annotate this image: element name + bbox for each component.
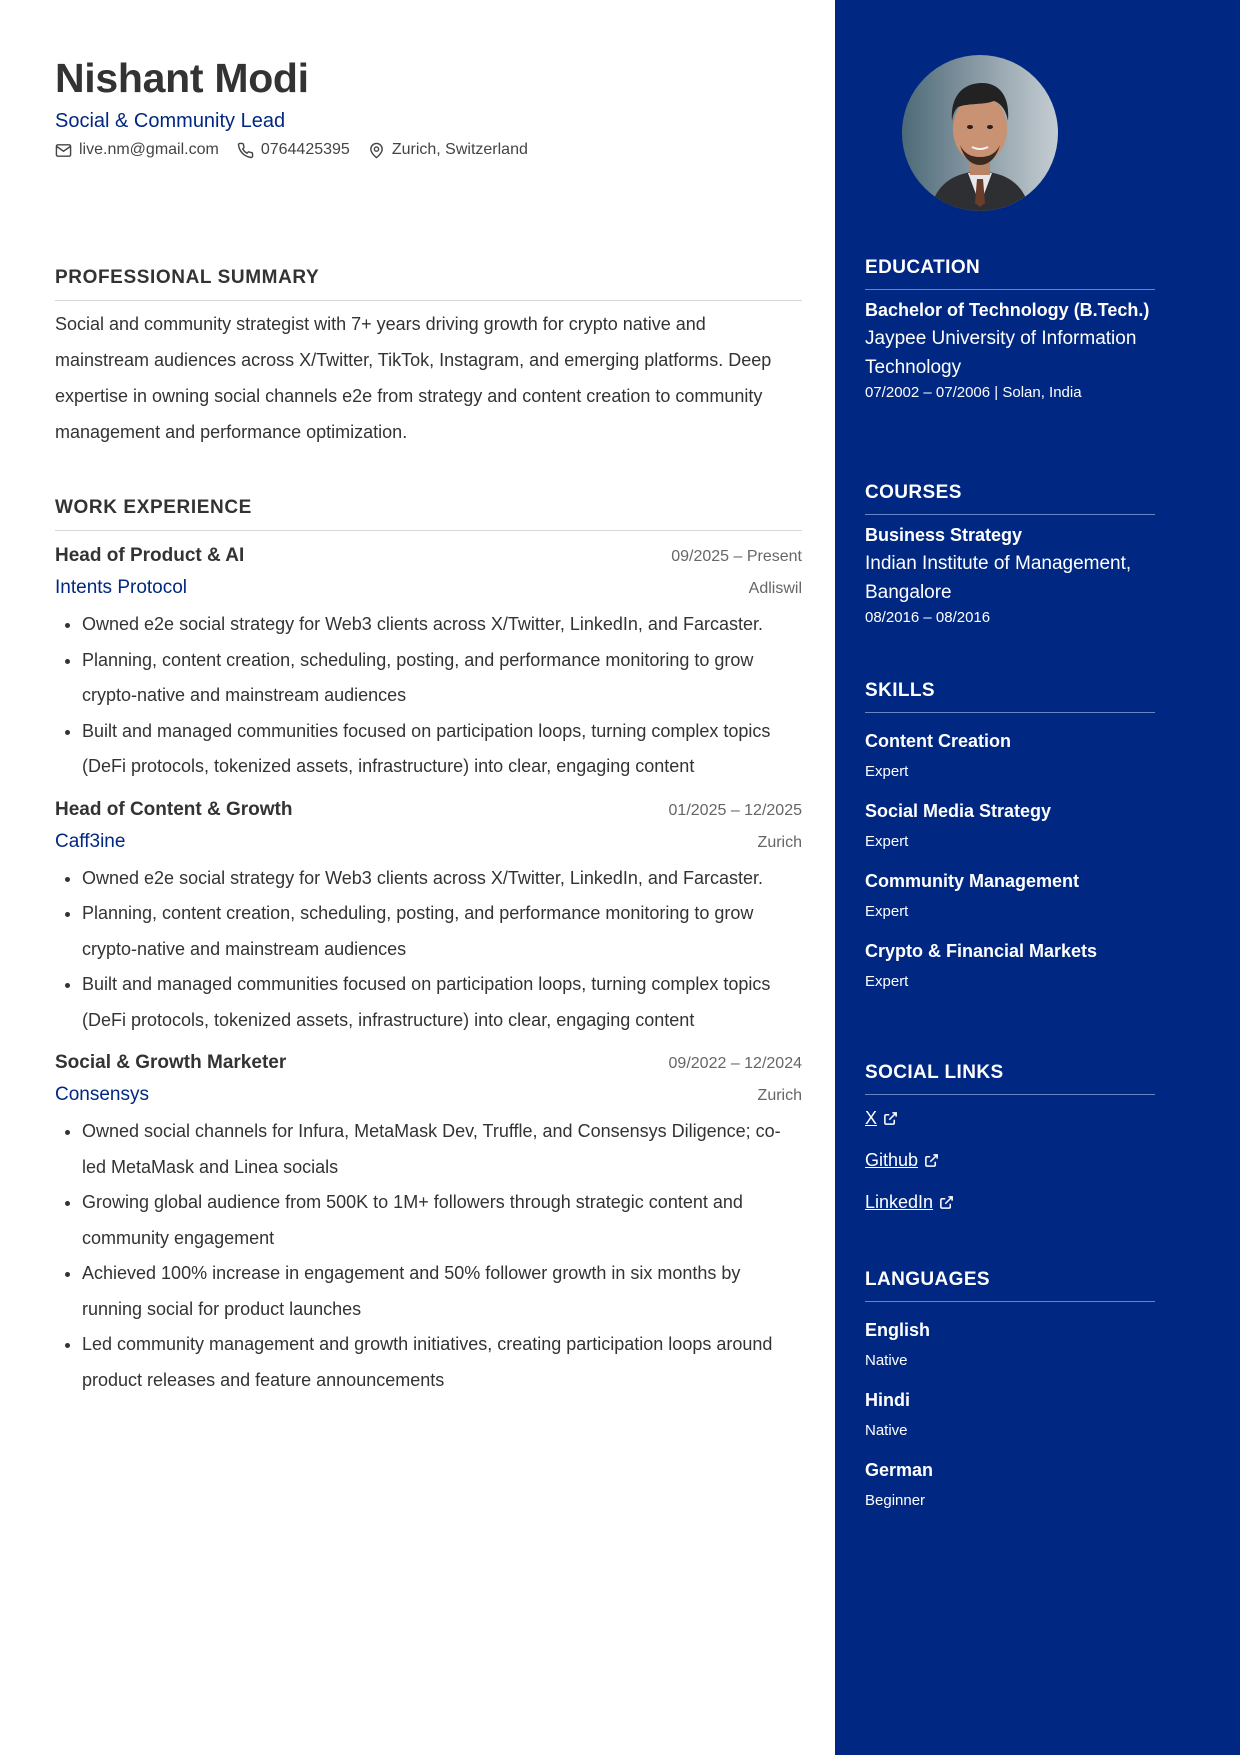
skill-level: Expert [865,763,909,780]
language-item [865,1386,1155,1442]
contact-row [55,139,802,161]
job-bullet: • Led community management and growth initiatives, creating participation loops around product releases and feature announcements [82,1327,802,1398]
link-label: X [865,1108,878,1128]
job-location: Zurich [757,833,802,851]
job-bullet: • Owned e2e social strategy for Web3 clients across X/Twitter, LinkedIn, and Farcaster. [82,607,802,643]
mail-icon [55,142,72,159]
job-title: Head of Content & Growth [55,798,293,820]
skill-level: Expert [865,973,909,990]
main-column [55,48,802,1398]
job-company: Consensys [55,1084,149,1105]
job-bullet: • Owned e2e social strategy for Web3 clients across X/Twitter, LinkedIn, and Farcaster. [82,861,802,897]
skill-item [865,727,1155,783]
skill-item [865,867,1155,923]
candidate-name: Nishant Modi [55,55,309,101]
location-text: Zurich, Switzerland [391,141,528,158]
profile-photo [902,55,1058,211]
job-bullet: • Achieved 100% increase in engagement and 50% follower growth in six months by running social for product launches [82,1256,802,1327]
job-bullet: • Planning, content creation, scheduling, posting, and performance monitoring to grow crypto-native and mainstream audiences [82,896,802,967]
skill-level: Expert [865,833,909,850]
social-links-section [865,1060,1155,1215]
job-date: 09/2022 – 12/2024 [668,1055,802,1072]
courses-section [865,480,1155,629]
job-date: 09/2025 – Present [671,548,802,565]
job-entry [55,1048,802,1398]
job-bullets [55,607,802,785]
contact-email[interactable] [55,139,219,161]
language-item [865,1316,1155,1372]
education-degree: Bachelor of Technology (B.Tech.) [865,300,1150,320]
social-link-x[interactable] [865,1105,1155,1131]
map-pin-icon [368,142,385,159]
work-section [55,495,802,1398]
skill-item [865,937,1155,993]
job-entry [55,795,802,1039]
job-title: Social & Growth Marketer [55,1052,287,1073]
link-label: LinkedIn [865,1192,934,1212]
summary-heading: PROFESSIONAL SUMMARY [55,265,802,301]
skill-item [865,797,1155,853]
summary-text: Social and community strategist with 7+ years driving growth for crypto native and mainstream audiences across X/Twitter, TikTok, Instagram, and emerging platforms. Deep expertise in owning social channels e2e from strategy and content creation to community management and performance optimization. [55,314,772,442]
language-level: Native [865,1352,908,1369]
skills-heading: SKILLS [865,678,1155,713]
external-link-icon [939,1195,954,1210]
contact-location [368,139,528,161]
job-location: Adliswil [748,580,802,597]
social-links-heading: SOCIAL LINKS [865,1060,1155,1095]
social-link-github[interactable] [865,1147,1155,1173]
language-name: Hindi [865,1390,910,1410]
education-school: Jaypee University of Information Technology [865,328,1137,378]
course-dates: 08/2016 – 08/2016 [865,609,991,626]
email-text: live.nm@gmail.com [79,141,219,158]
external-link-icon [883,1111,898,1126]
job-bullet: • Growing global audience from 500K to 1M+ followers through strategic content and community engagement [82,1185,802,1256]
job-entry [55,541,802,785]
job-company: Caff3ine [55,830,126,852]
candidate-role: Social & Community Lead [55,110,286,132]
education-meta: 07/2002 – 07/2006 | Solan, India [865,384,1082,401]
education-heading: EDUCATION [865,255,1155,290]
skill-name: Content Creation [865,731,1011,751]
language-name: English [865,1320,931,1340]
job-title: Head of Product & AI [55,545,245,566]
job-location: Zurich [757,1087,802,1104]
language-level: Native [865,1422,908,1439]
social-link-linkedin[interactable] [865,1189,1155,1215]
courses-heading: COURSES [865,480,1155,515]
job-company: Intents Protocol [55,577,188,598]
job-bullet: • Planning, content creation, scheduling, posting, and performance monitoring to grow crypto-native and mainstream audiences [82,643,802,714]
phone-icon [237,142,254,159]
job-bullet: • Built and managed communities focused on participation loops, turning complex topics (DeFi protocols, tokenized assets, infrastructure) into clear, engaging content [82,967,802,1038]
skill-name: Social Media Strategy [865,801,1052,821]
job-bullets [55,1114,802,1398]
work-heading: WORK EXPERIENCE [55,495,802,531]
link-label: Github [865,1150,919,1170]
job-bullet: • Owned social channels for Infura, MetaMask Dev, Truffle, and Consensys Diligence; co-led MetaMask and Linea socials [82,1114,802,1185]
skills-section [865,678,1155,993]
job-bullet: • Built and managed communities focused on participation loops, turning complex topics (DeFi protocols, tokenized assets, infrastructure) into clear, engaging content [82,714,802,785]
summary-section [55,265,802,450]
phone-text: 0764425395 [260,141,350,158]
languages-heading: LANGUAGES [865,1267,1155,1302]
job-date: 01/2025 – 12/2025 [668,801,802,819]
external-link-icon [924,1153,939,1168]
language-name: German [865,1460,934,1480]
contact-phone[interactable] [237,139,350,161]
language-level: Beginner [865,1492,926,1509]
job-bullets [55,861,802,1039]
education-section [865,255,1155,404]
course-name: Business Strategy [865,525,1023,545]
language-item [865,1456,1155,1512]
skill-level: Expert [865,903,909,920]
skill-name: Community Management [865,871,1080,891]
course-institution: Indian Institute of Management, Bangalore [865,553,1132,603]
sidebar [835,0,1240,1755]
skill-name: Crypto & Financial Markets [865,941,1098,961]
languages-section [865,1267,1155,1512]
